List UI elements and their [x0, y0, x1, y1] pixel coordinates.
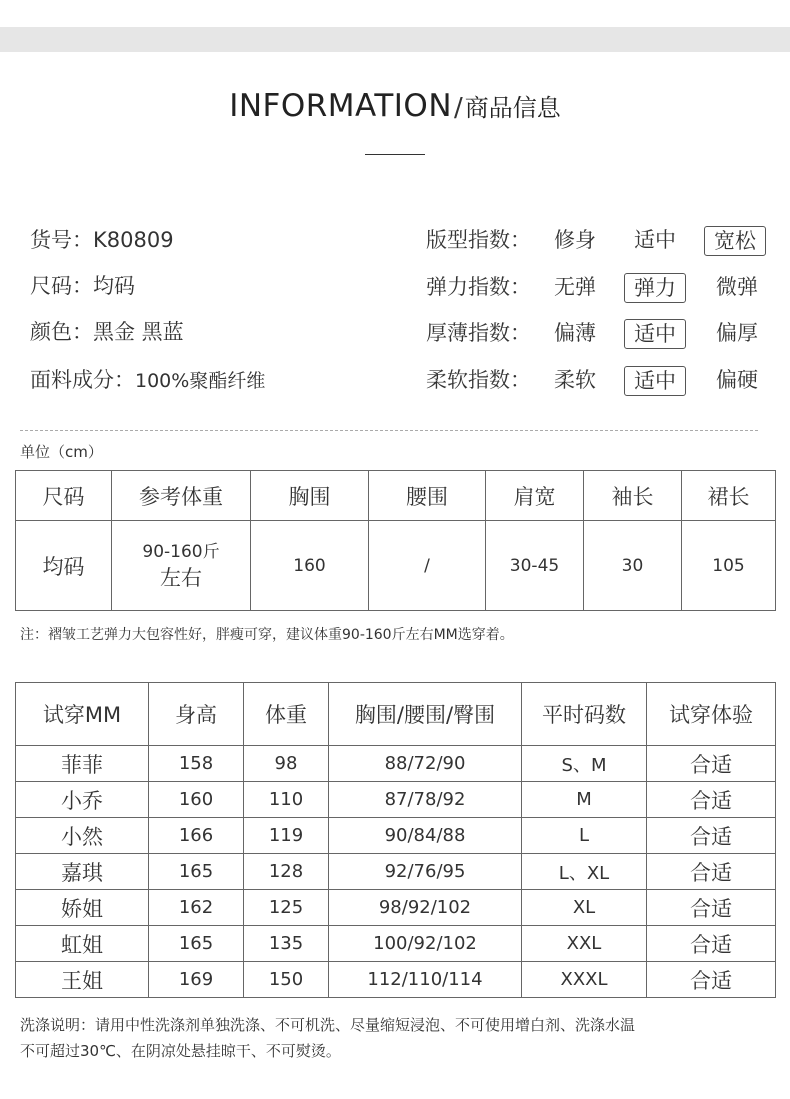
- header-cell: 体重: [244, 683, 329, 746]
- thickness-index-option: 偏厚: [716, 321, 758, 345]
- table-cell: XXXL: [522, 962, 647, 998]
- table-cell: 30-45: [486, 521, 584, 611]
- fit-index-option: 适中: [634, 228, 676, 252]
- table-cell: 合适: [647, 746, 776, 782]
- header-cell: 试穿体验: [647, 683, 776, 746]
- dashed-divider: [20, 430, 758, 431]
- table-cell: M: [522, 782, 647, 818]
- table-cell: 87/78/92: [329, 782, 522, 818]
- table-cell: 合适: [647, 782, 776, 818]
- size-table: [15, 470, 776, 611]
- table-cell: 100/92/102: [329, 926, 522, 962]
- table-cell: 90/84/88: [329, 818, 522, 854]
- table-cell: 王姐: [16, 962, 149, 998]
- table-cell: 158: [149, 746, 244, 782]
- thickness-index-label: 厚薄指数：: [426, 321, 531, 345]
- table-row: [16, 782, 776, 818]
- wash-line-1: 洗涤说明：请用中性洗涤剂单独洗涤、不可机洗、尽量缩短浸泡、不可使用增白剂、洗涤水温: [20, 1016, 636, 1034]
- size-table-header: [16, 471, 776, 521]
- table-cell: 169: [149, 962, 244, 998]
- header-cell: 肩宽: [486, 471, 584, 521]
- title-english: INFORMATION: [229, 88, 453, 124]
- wash-line-2: 不可超过30℃、在阴凉处悬挂晾干、不可熨烫。: [20, 1042, 341, 1060]
- table-cell: [112, 521, 251, 611]
- table-cell: 虹姐: [16, 926, 149, 962]
- stretch-index-option: 微弹: [716, 275, 758, 299]
- thickness-index-option-selected: 适中: [624, 319, 686, 349]
- table-cell: 娇姐: [16, 890, 149, 926]
- fabric-value: 100%聚酯纤维: [135, 370, 266, 392]
- table-cell: 128: [244, 854, 329, 890]
- table-cell: 嘉琪: [16, 854, 149, 890]
- table-cell: 165: [149, 926, 244, 962]
- fit-index-option-selected: 宽松: [704, 226, 766, 256]
- table-cell: 合适: [647, 926, 776, 962]
- table-cell: 112/110/114: [329, 962, 522, 998]
- table-row: [16, 926, 776, 962]
- table-cell: 98/92/102: [329, 890, 522, 926]
- table-cell: 150: [244, 962, 329, 998]
- table-cell: 30: [584, 521, 682, 611]
- header-cell: 参考体重: [112, 471, 251, 521]
- table-cell: 160: [251, 521, 369, 611]
- table-cell: 合适: [647, 854, 776, 890]
- table-cell: 110: [244, 782, 329, 818]
- stretch-index-option: 无弹: [554, 275, 596, 299]
- title-underline: [365, 154, 425, 155]
- fabric-info: [30, 365, 265, 396]
- header-cell: 腰围: [369, 471, 486, 521]
- weight-approx: 左右: [160, 565, 202, 590]
- size-info: 尺码：均码: [30, 274, 135, 298]
- table-cell: 菲菲: [16, 746, 149, 782]
- table-cell: 均码: [16, 521, 112, 611]
- table-cell: 小乔: [16, 782, 149, 818]
- fit-index-option: 修身: [554, 228, 596, 252]
- try-on-table: [15, 682, 776, 998]
- wash-instructions: [20, 1012, 780, 1064]
- color-info: 颜色：黑金 黑蓝: [30, 320, 184, 344]
- header-cell: 尺码: [16, 471, 112, 521]
- header-cell: 身高: [149, 683, 244, 746]
- table-cell: S、M: [522, 746, 647, 782]
- table-cell: 合适: [647, 890, 776, 926]
- softness-index-label: 柔软指数：: [426, 368, 531, 392]
- section-title: [0, 88, 790, 124]
- header-cell: 试穿MM: [16, 683, 149, 746]
- table-cell: /: [369, 521, 486, 611]
- softness-index-option-selected: 适中: [624, 366, 686, 396]
- table-cell: 119: [244, 818, 329, 854]
- size-table-row: [16, 521, 776, 611]
- table-cell: L、XL: [522, 854, 647, 890]
- weight-range: 90-160斤: [142, 541, 220, 562]
- header-cell: 胸围/腰围/臀围: [329, 683, 522, 746]
- table-row: [16, 818, 776, 854]
- table-cell: 165: [149, 854, 244, 890]
- title-slash: /: [454, 93, 463, 123]
- table-cell: 160: [149, 782, 244, 818]
- table-cell: 162: [149, 890, 244, 926]
- table-cell: 98: [244, 746, 329, 782]
- table-cell: XXL: [522, 926, 647, 962]
- table-cell: 小然: [16, 818, 149, 854]
- header-cell: 胸围: [251, 471, 369, 521]
- table-row: [16, 746, 776, 782]
- table-cell: L: [522, 818, 647, 854]
- title-chinese: 商品信息: [464, 94, 561, 122]
- table-cell: 166: [149, 818, 244, 854]
- header-cell: 平时码数: [522, 683, 647, 746]
- header-cell: 袖长: [584, 471, 682, 521]
- stretch-index-label: 弹力指数：: [426, 275, 531, 299]
- size-note: 注：褶皱工艺弹力大包容性好，胖瘦可穿，建议体重90-160斤左右MM选穿着。: [20, 627, 514, 643]
- table-row: [16, 890, 776, 926]
- unit-label: 单位（cm）: [20, 443, 103, 461]
- table-cell: 125: [244, 890, 329, 926]
- table-cell: 92/76/95: [329, 854, 522, 890]
- fit-index-label: 版型指数：: [426, 228, 531, 252]
- stretch-index-option-selected: 弹力: [624, 273, 686, 303]
- top-banner-bar: [0, 27, 790, 52]
- softness-index-option: 偏硬: [716, 368, 758, 392]
- table-cell: 88/72/90: [329, 746, 522, 782]
- table-row: [16, 854, 776, 890]
- table-cell: 合适: [647, 818, 776, 854]
- try-on-table-header: [16, 683, 776, 746]
- table-cell: XL: [522, 890, 647, 926]
- item-number: 货号：K80809: [30, 228, 174, 252]
- thickness-index-option: 偏薄: [554, 321, 596, 345]
- table-cell: 135: [244, 926, 329, 962]
- fabric-label: 面料成分：: [30, 368, 135, 392]
- table-row: [16, 962, 776, 998]
- header-cell: 裙长: [682, 471, 776, 521]
- softness-index-option: 柔软: [554, 368, 596, 392]
- table-cell: 合适: [647, 962, 776, 998]
- table-cell: 105: [682, 521, 776, 611]
